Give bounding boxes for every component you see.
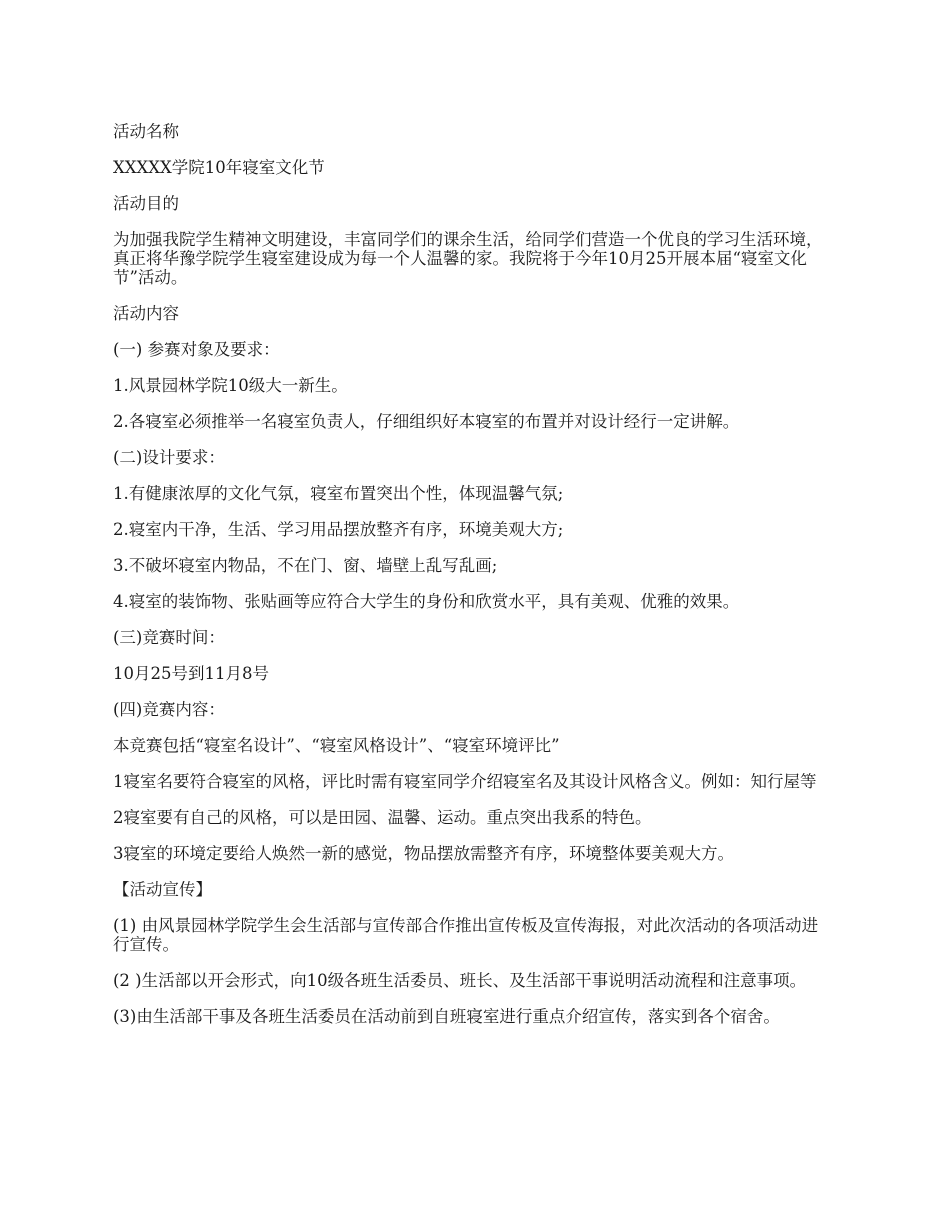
document-body	[113, 122, 833, 1043]
design-item-1: 1.有健康浓厚的文化气氛，寝室布置突出个性，体现温馨气氛;	[113, 484, 564, 503]
competition-item-3: 3寝室的环境定要给人焕然一新的感觉，物品摆放需整齐有序，环境整体要美观大方。	[113, 844, 734, 863]
competition-dates: 10月25号到11月8号	[113, 664, 269, 683]
purpose-paragraph: 为加强我院学生精神文明建设，丰富同学们的课余生活，给同学们营造一个优良的学习生活环境，真正将华豫学院学生寝室建设成为每一个人温馨的家。我院将于今年10月25开展本届“寝室文化节”活动。	[113, 230, 823, 287]
heading-activity-purpose: 活动目的	[113, 194, 179, 213]
section-design-requirements: (二)设计要求：	[113, 448, 225, 467]
heading-activity-promotion: 【活动宣传】	[113, 880, 212, 899]
heading-activity-name: 活动名称	[113, 122, 179, 141]
participants-item-1: 1.风景园林学院10级大一新生。	[113, 376, 348, 395]
participants-item-2: 2.各寝室必须推举一名寝室负责人，仔细组织好本寝室的布置并对设计经行一定讲解。	[113, 412, 740, 431]
design-item-4: 4.寝室的装饰物、张贴画等应符合大学生的身份和欣赏水平，具有美观、优雅的效果。	[113, 592, 740, 611]
competition-overview: 本竞赛包括“寝室名设计”、“寝室风格设计”、“寝室环境评比”	[113, 736, 560, 755]
heading-activity-content: 活动内容	[113, 304, 179, 323]
promotion-item-3: (3)由生活部干事及各班生活委员在活动前到自班寝室进行重点介绍宣传，落实到各个宿舍。	[113, 1007, 780, 1026]
section-participants: (一) 参赛对象及要求：	[113, 340, 280, 359]
competition-item-1: 1寝室名要符合寝室的风格，评比时需有寝室同学介绍寝室名及其设计风格含义。例如：知行屋等	[113, 772, 817, 791]
section-competition-time: (三)竞赛时间：	[113, 628, 225, 647]
design-item-2: 2.寝室内干净，生活、学习用品摆放整齐有序，环境美观大方;	[113, 520, 564, 539]
competition-item-2: 2寝室要有自己的风格，可以是田园、温馨、运动。重点突出我系的特色。	[113, 808, 652, 827]
promotion-item-2: (2 )生活部以开会形式，向10级各班生活委员、班长、及生活部干事说明活动流程和注意事项。	[113, 971, 807, 990]
section-competition-content: (四)竞赛内容：	[113, 700, 225, 719]
promotion-item-1: (1) 由风景园林学院学生会生活部与宣传部合作推出宣传板及宣传海报，对此次活动的各项活动进行宣传。	[113, 916, 819, 954]
design-item-3: 3.不破坏寝室内物品，不在门、窗、墙壁上乱写乱画;	[113, 556, 498, 575]
activity-title: XXXXX学院10年寝室文化节	[113, 158, 325, 177]
